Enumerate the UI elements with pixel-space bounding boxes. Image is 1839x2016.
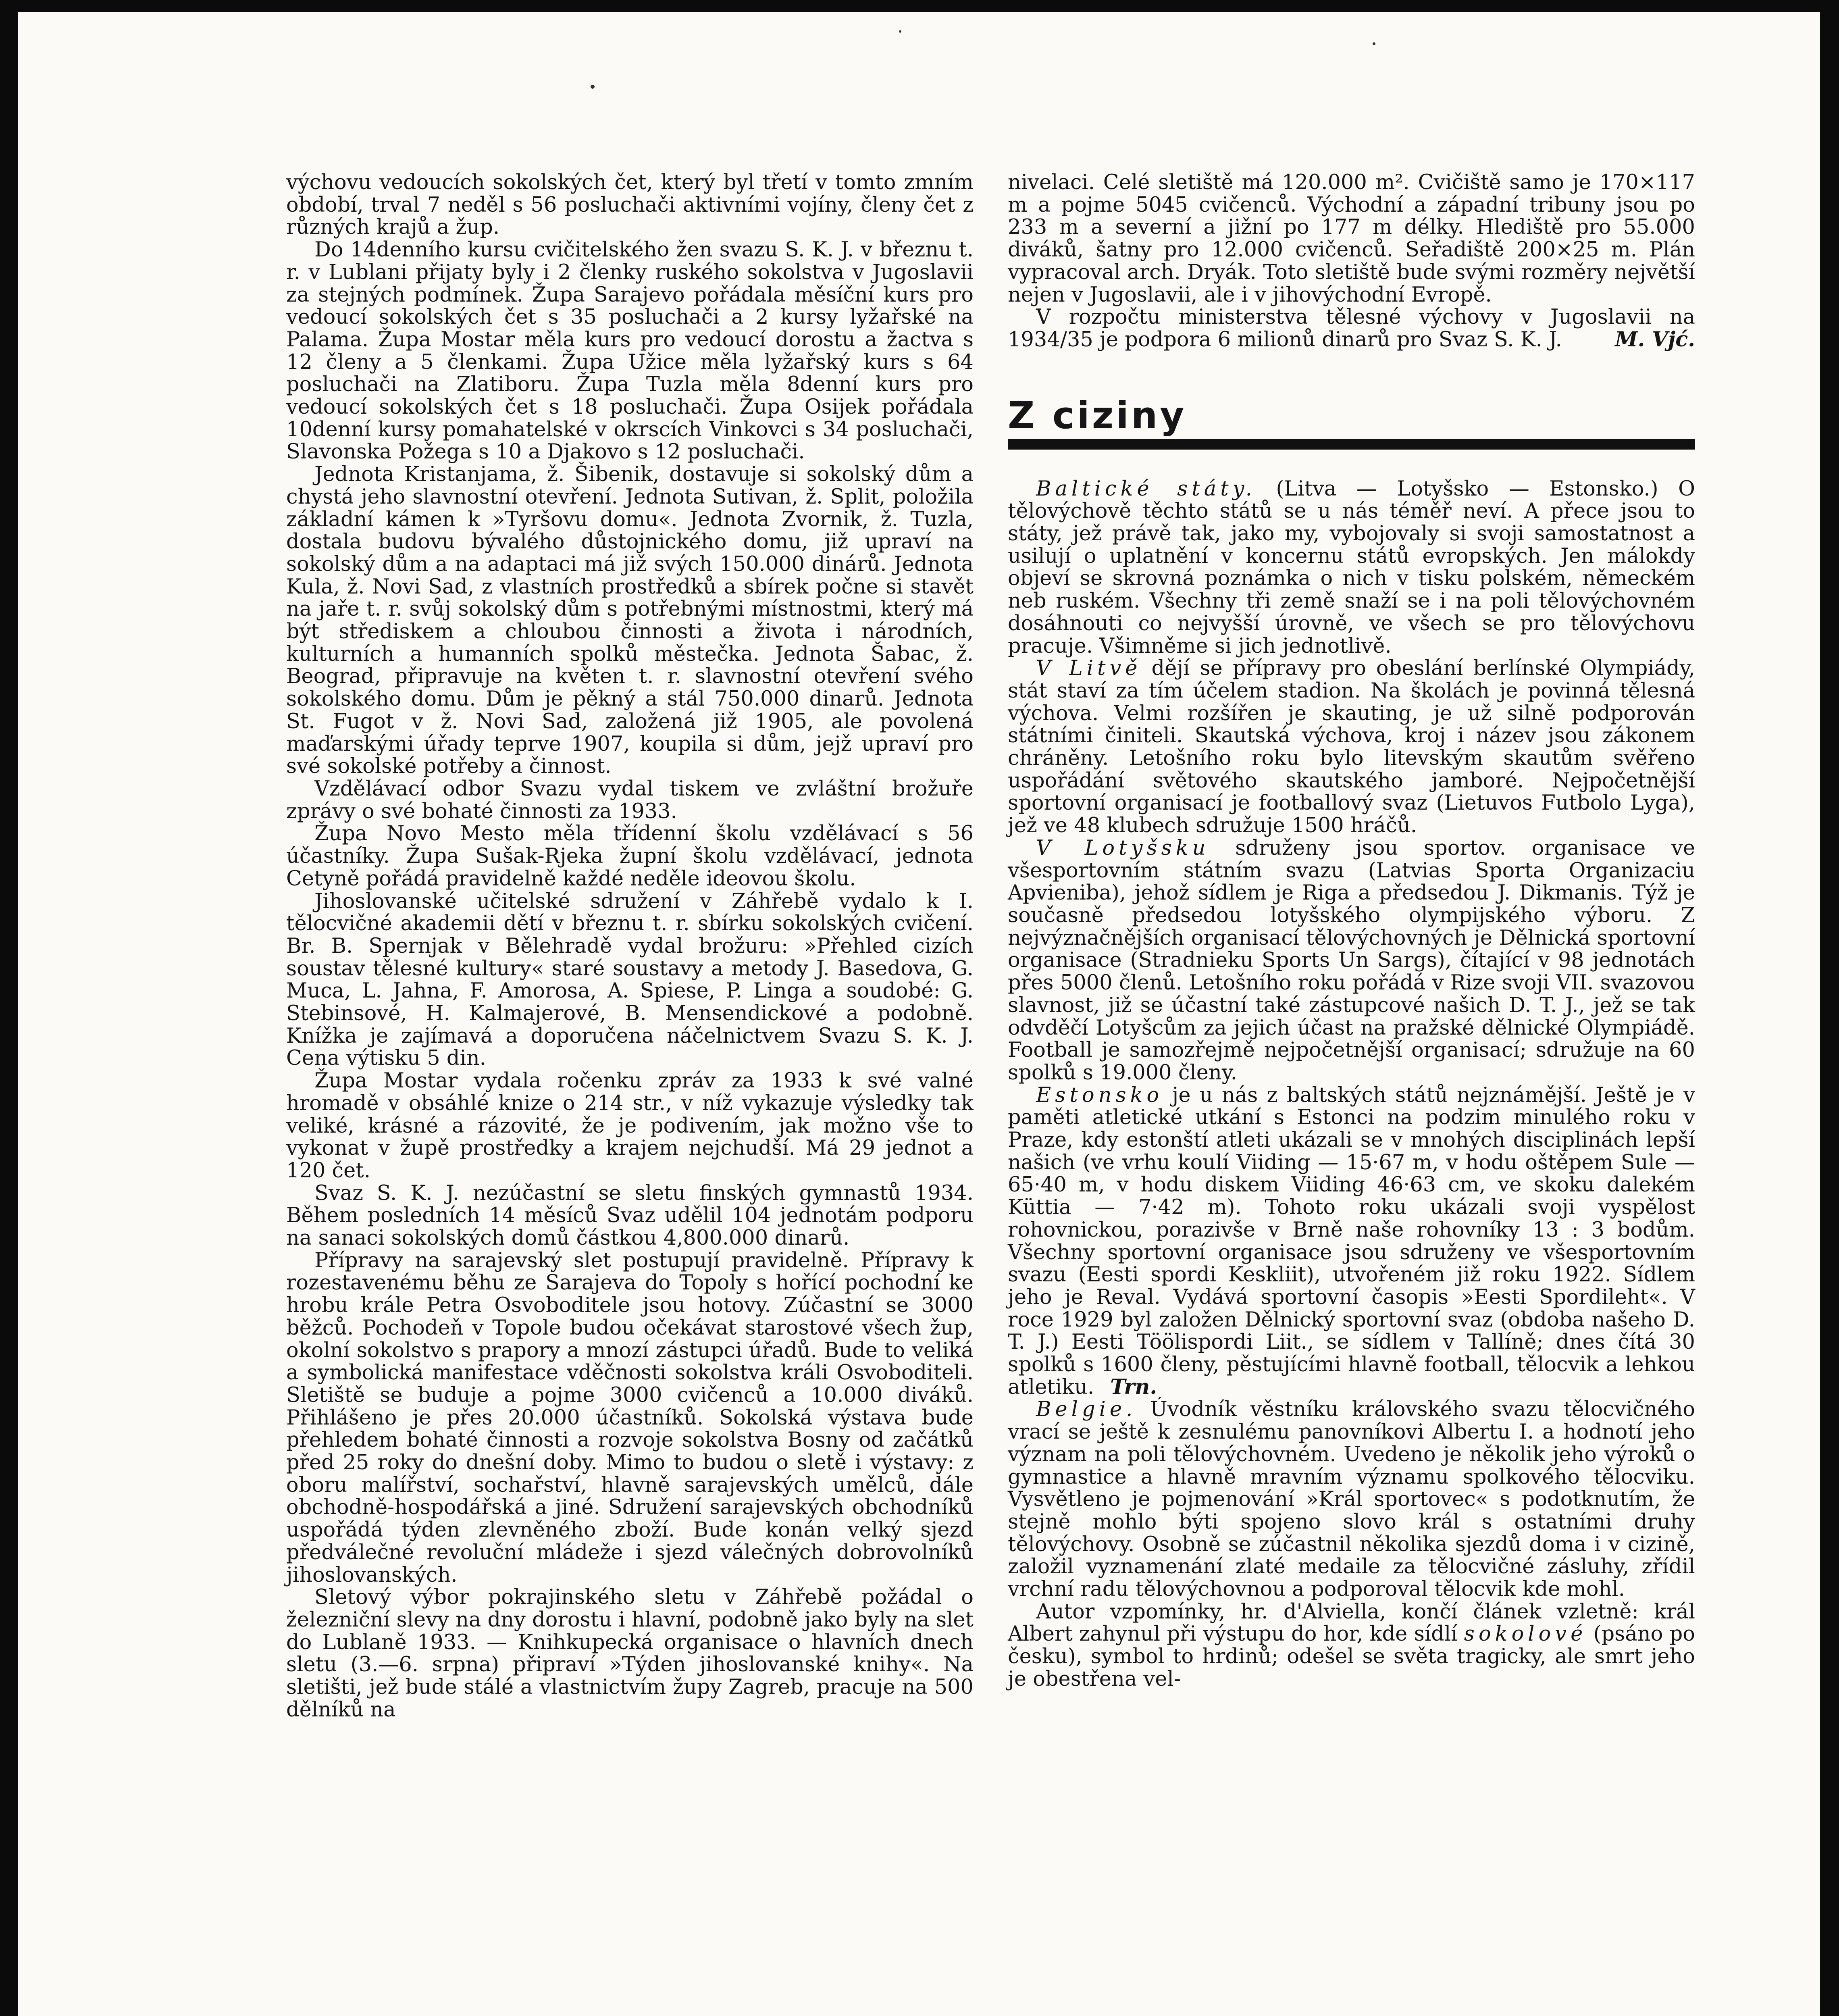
paragraph: nivelaci. Celé sletiště má 120.000 m². Cvičiště samo je 170×117 m a pojme 5045 cvičenců. Východní a západní tribuny jsou po 233 m a severní a jižní po 177 m délky. Hlediště pro 55.000 diváků, šatny pro 12.000 cvičenců. Seřadiště 200×25 m. Plán vypracoval arch. Dryák. Toto sletiště bude svými rozměry největší nejen v Jugoslavii, ale i v jihovýchodní Evropě. xyxy=(1008,171,1695,307)
paragraph-text: dějí se přípravy pro obeslání berlínské Olympiády, stát staví za tím účelem stadion. Na školách je povinná tělesná výchova. Velmi rozšířen je skauting, je už silně podporován státními činiteli. Skautská výchova, kroj i název jsou zákonem chráněny. Letošního roku bylo litevským skautům svěřeno uspořádání světového skautského jamboré. Nejpočetnější sportovní organisací je footballový svaz (Lietuvos Futbolo Lyga), jež ve 48 klubech sdružuje 1500 hráčů. xyxy=(1008,656,1695,838)
paragraph-text: (Litva — Lotyšsko — Estonsko.) O tělovýchově těchto států se u nás téměř neví. A přece jsou to státy, jež právě tak, jako my, vybojovaly si svoji samostatnost a usilují o uplatnění v koncernu států evropských. Jen málokdy objeví se skrovná poznámka o nich v tisku polském, německém neb ruském. Všechny tři země snaží se i na poli tělovýchovném dosáhnouti co nejvyšší úrovně, ve všech se pro tělovýchovu pracuje. Všimněme si jich jednotlivě. xyxy=(1008,477,1695,658)
paragraph-text: Autor vzpomínky, hr. d'Alviella, končí článek vzletně: král Albert zahynul při výstupu do hor, kde sídlí xyxy=(1008,1599,1695,1646)
left-column xyxy=(286,171,974,1721)
paragraph: Jihoslovanské učitelské sdružení v Záhřebě vydalo k I. tělocvičné akademii dětí v březnu t. r. sbírku sokolských cvičení. Br. B. Spernjak v Bělehradě vydal brožuru: »Přehled cizích soustav tělesné kultury« staré soustavy a metody J. Basedova, G. Muca, L. Jahna, F. Amorosa, A. Spiese, P. Linga a soudobé: G. Stebinsové, H. Kalmajerové, B. Mensendickové a podobně. Knížka je zajímavá a doporučena náčelnictvem Svazu S. K. J. Cena výtisku 5 din. xyxy=(286,889,974,1070)
spaced-word: sokolové xyxy=(1464,1622,1587,1646)
paragraph-text: Úvodník věstníku královského svazu tělocvičného vrací se ještě k zesnulému panovníkovi Albertu I. a hodnotí jeho význam na poli tělovýchovném. Uvedeno je několik jeho výroků o gymnastice a hlavně mravním významu spolkového tělocviku. Vysvětleno je pojmenování »Král sportovec« s podotknutím, že stejně mohlo býti spojeno slovo král s ostatními druhy tělovýchovy. Osobně se zúčastnil několika sjezdů doma i v cizině, založil vyznamenání zlaté medaile za tělocvičné zásluhy, zřídil vrchní radu tělovýchovnou a podporoval tělocvik kde mohl. xyxy=(1008,1397,1695,1602)
paragraph-estonia xyxy=(1008,1084,1695,1399)
lead-term: V Litvě xyxy=(1036,656,1142,681)
paragraph: Župa Mostar vydala ročenku zpráv za 1933 k své valné hromadě v obsáhlé knize o 214 str., v níž vykazuje výsledky tak veliké, krásné a rázovité, že je podivením, jak možno vše to vykonat v župě prostředky a krajem nejchudší. Má 29 jednot a 120 čet. xyxy=(286,1069,974,1183)
scanned-page xyxy=(18,12,1820,2016)
paragraph: Do 14denního kursu cvičitelského žen svazu S. K. J. v březnu t. r. v Lublani přijaty byly i 2 členky ruského sokolstva v Jugoslavii za stejných podmínek. Župa Sarajevo pořádala měsíční kurs pro vedoucí sokolských čet s 35 posluchači a 2 kursy lyžařské na Palama. Župa Mostar měla kurs pro vedoucí dorostu a žactva s 12 členy a 5 členkami. Župa Užice měla lyžařský kurs s 64 posluchači na Zlatiboru. Župa Tuzla měla 8denní kurs pro vedoucí sokolských čet s 18 posluchači. Župa Osijek pořádala 10denní kursy pomahatelské v okrscích Vinkovci s 34 posluchači, Slavonska Požega s 10 a Djakovo s 12 posluchači. xyxy=(286,238,974,464)
paragraph: výchovu vedoucích sokolských čet, který byl třetí v tomto zmním období, trval 7 neděl s 56 posluchači aktivními vojíny, členy čet z různých krajů a žup. xyxy=(286,171,974,240)
paragraph: Přípravy na sarajevský slet postupují pravidelně. Přípravy k rozestavenému běhu ze Sarajeva do Topoly s hořící pochodní ke hrobu krále Petra Osvoboditele jsou hotovy. Zúčastní se 3000 běžců. Pochodeň v Topole budou očekávat starostové všech žup, okolní sokolstvo s prapory a mnozí zástupci úřadů. Bude to veliká a symbolická manifestace vděčnosti sokolstva králi Osvoboditeli. Sletiště se buduje a pojme 3000 cvičenců a 10.000 diváků. Přihlášeno je přes 20.000 účastníků. Sokolská výstava bude přehledem bohaté činnosti a rozvoje sokolstva Bosny od začátků před 25 roky do dnešní doby. Mimo to budou o sletě i výstavy: z oboru malířství, sochařství, hlavně sarajevských umělců, dále obchodně-hospodářská a jiné. Sdružení sarajevských obchodníků uspořádá týden zlevněného zboží. Bude konán velký sjezd předválečné revoluční mládeže i sjezd válečných dobrovolníků jihoslovanských. xyxy=(286,1248,974,1587)
paragraph: Sletový výbor pokrajinského sletu v Záhřebě požádal o železniční slevy na dny dorostu i hlavní, podobně jako byly na slet do Lublaně 1933. — Knihkupecká organisace o hlavních dnech sletu (3.—6. srpna) připraví »Týden jihoslovanské knihy«. Na sletišti, jež bude stálé a vlastnictvím župy Zagreb, pracuje na 500 dělníků na xyxy=(286,1585,974,1722)
paragraph: Svaz S. K. J. nezúčastní se sletu finských gymnastů 1934. Během posledních 14 měsíců Svaz udělil 104 jednotám podporu na sanaci sokolských domů částkou 4,800.000 dinarů. xyxy=(286,1181,974,1250)
scan-speck xyxy=(1373,42,1375,45)
paragraph: Vzdělávací odbor Svazu vydal tiskem ve zvláštní brožuře zprávy o své bohaté činnosti za 1933. xyxy=(286,777,974,823)
author-signature: Trn. xyxy=(1110,1375,1157,1399)
paragraph-text: (psáno po česku), symbol to hrdinů; odešel se světa tragicky, ale smrt jeho je obestřena vel- xyxy=(1008,1622,1695,1691)
paragraph-belgium-2 xyxy=(1008,1601,1695,1691)
lead-term: Belgie. xyxy=(1036,1397,1137,1422)
paragraph-baltic xyxy=(1008,478,1695,658)
paragraph: Jednota Kristanjama, ž. Šibenik, dostavuje si sokolský dům a chystá jeho slavnostní otevření. Jednota Sutivan, ž. Split, položila základní kámen k »Tyršovu domu«. Jednota Zvornik, ž. Tuzla, dostala budovu bývalého důstojnického domu, již upraví na sokolský dům a na adaptaci má již svých 150.000 dinárů. Jednota Kula, ž. Novi Sad, z vlastních prostředků a sbírek počne si stavět na jaře t. r. svůj sokolský dům s potřebnými místnostmi, který má být střediskem a chloubou činnosti a života i národních, kulturních a humanních spolků městečka. Jednota Šabac, ž. Beograd, připravuje na květen t. r. slavnostní otevření svého sokolského domu. Dům je pěkný a stál 750.000 dinarů. Jednota St. Fugot v ž. Novi Sad, založená již 1905, ale povolená maďarskými úřady teprve 1907, koupila si dům, jejž upraví pro své sokolské potřeby a činnost. xyxy=(286,462,974,779)
author-signature: M. Vjć. xyxy=(1615,327,1695,352)
lead-term: Estonsko xyxy=(1036,1083,1163,1107)
scan-speck xyxy=(899,30,901,33)
heading-rule xyxy=(1008,439,1695,450)
paragraph-text: je u nás z baltských států nejznámější. Ještě je v paměti atletické utkání s Estonci na podzim minulého roku v Praze, kdy estonští atleti ukázali se v mnohých disciplinách lepší našich (ve vrhu koulí Viiding — 15·67 m, v hodu oštěpem Sule — 65·40 m, v hodu diskem Viiding 46·63 cm, ve skoku dalekém Küttia — 7·42 m). Tohoto roku ukázali svoji vyspělost rohovnickou, porazivše v Brně naše rohovníky 13 : 3 bodům. Všechny sportovní organisace jsou sdruženy ve všesportovním svazu (Eesti spordi Keskliit), utvořeném již roku 1922. Sídlem jeho je Reval. Vydává sportovní časopis »Eesti Spordileht«. V roce 1929 byl založen Dělnický sportovní svaz (obdoba našeho D. T. J.) Eesti Töölispordi Liit., se sídlem v Tallíně; dnes čítá 30 spolků s 1600 členy, pěstujícími hlavně football, tělocvik a lehkou atletiku. xyxy=(1008,1083,1695,1399)
right-column xyxy=(1008,171,1695,1691)
lead-term: V Lotyšsku xyxy=(1036,836,1210,860)
scan-speck xyxy=(591,85,595,89)
paragraph-text: V rozpočtu ministerstva tělesné výchovy v Jugoslavii na 1934/35 je podpora 6 milionů dinarů pro Svaz S. K. J. xyxy=(1008,305,1695,352)
paragraph: Župa Novo Mesto měla třídenní školu vzdělávací s 56 účastníky. Župa Sušak-Rjeka župní školu vzdělávací, jednota Cetyně pořádá pravidelně každé neděle ideovou školu. xyxy=(286,822,974,891)
lead-term: Baltické státy. xyxy=(1036,477,1256,501)
paragraph-latvia xyxy=(1008,837,1695,1084)
section-header xyxy=(1008,396,1695,450)
paragraph-text: sdruženy jsou sportov. organisace ve všesportovním státním svazu (Latvias Sporta Organizaciu Apvieniba), jehož sídlem je Riga a předsedou J. Dikmanis. Týž je současně předsedou lotyšského olympijského výboru. Z nejvýznačnějších organisací tělovýchovných je Dělnická sportovní organisace (Stradnieku Sports Un Sargs), čítající v 98 jednotách přes 5000 členů. Letošního roku pořádá v Rize svoji VII. svazovou slavnost, již se účastní také zástupcové našich D. T. J., jež se tak odvděčí Lotyšcům za jejich účast na pražské dělnické Olympiádě. Football je samozřejmě nejpočetnější organisací; sdružuje na 60 spolků s 19.000 členy. xyxy=(1008,836,1695,1085)
paragraph-lithuania xyxy=(1008,657,1695,837)
section-heading: Z ciziny xyxy=(1008,394,1187,437)
paragraph-belgium xyxy=(1008,1398,1695,1600)
paragraph xyxy=(1008,306,1695,351)
